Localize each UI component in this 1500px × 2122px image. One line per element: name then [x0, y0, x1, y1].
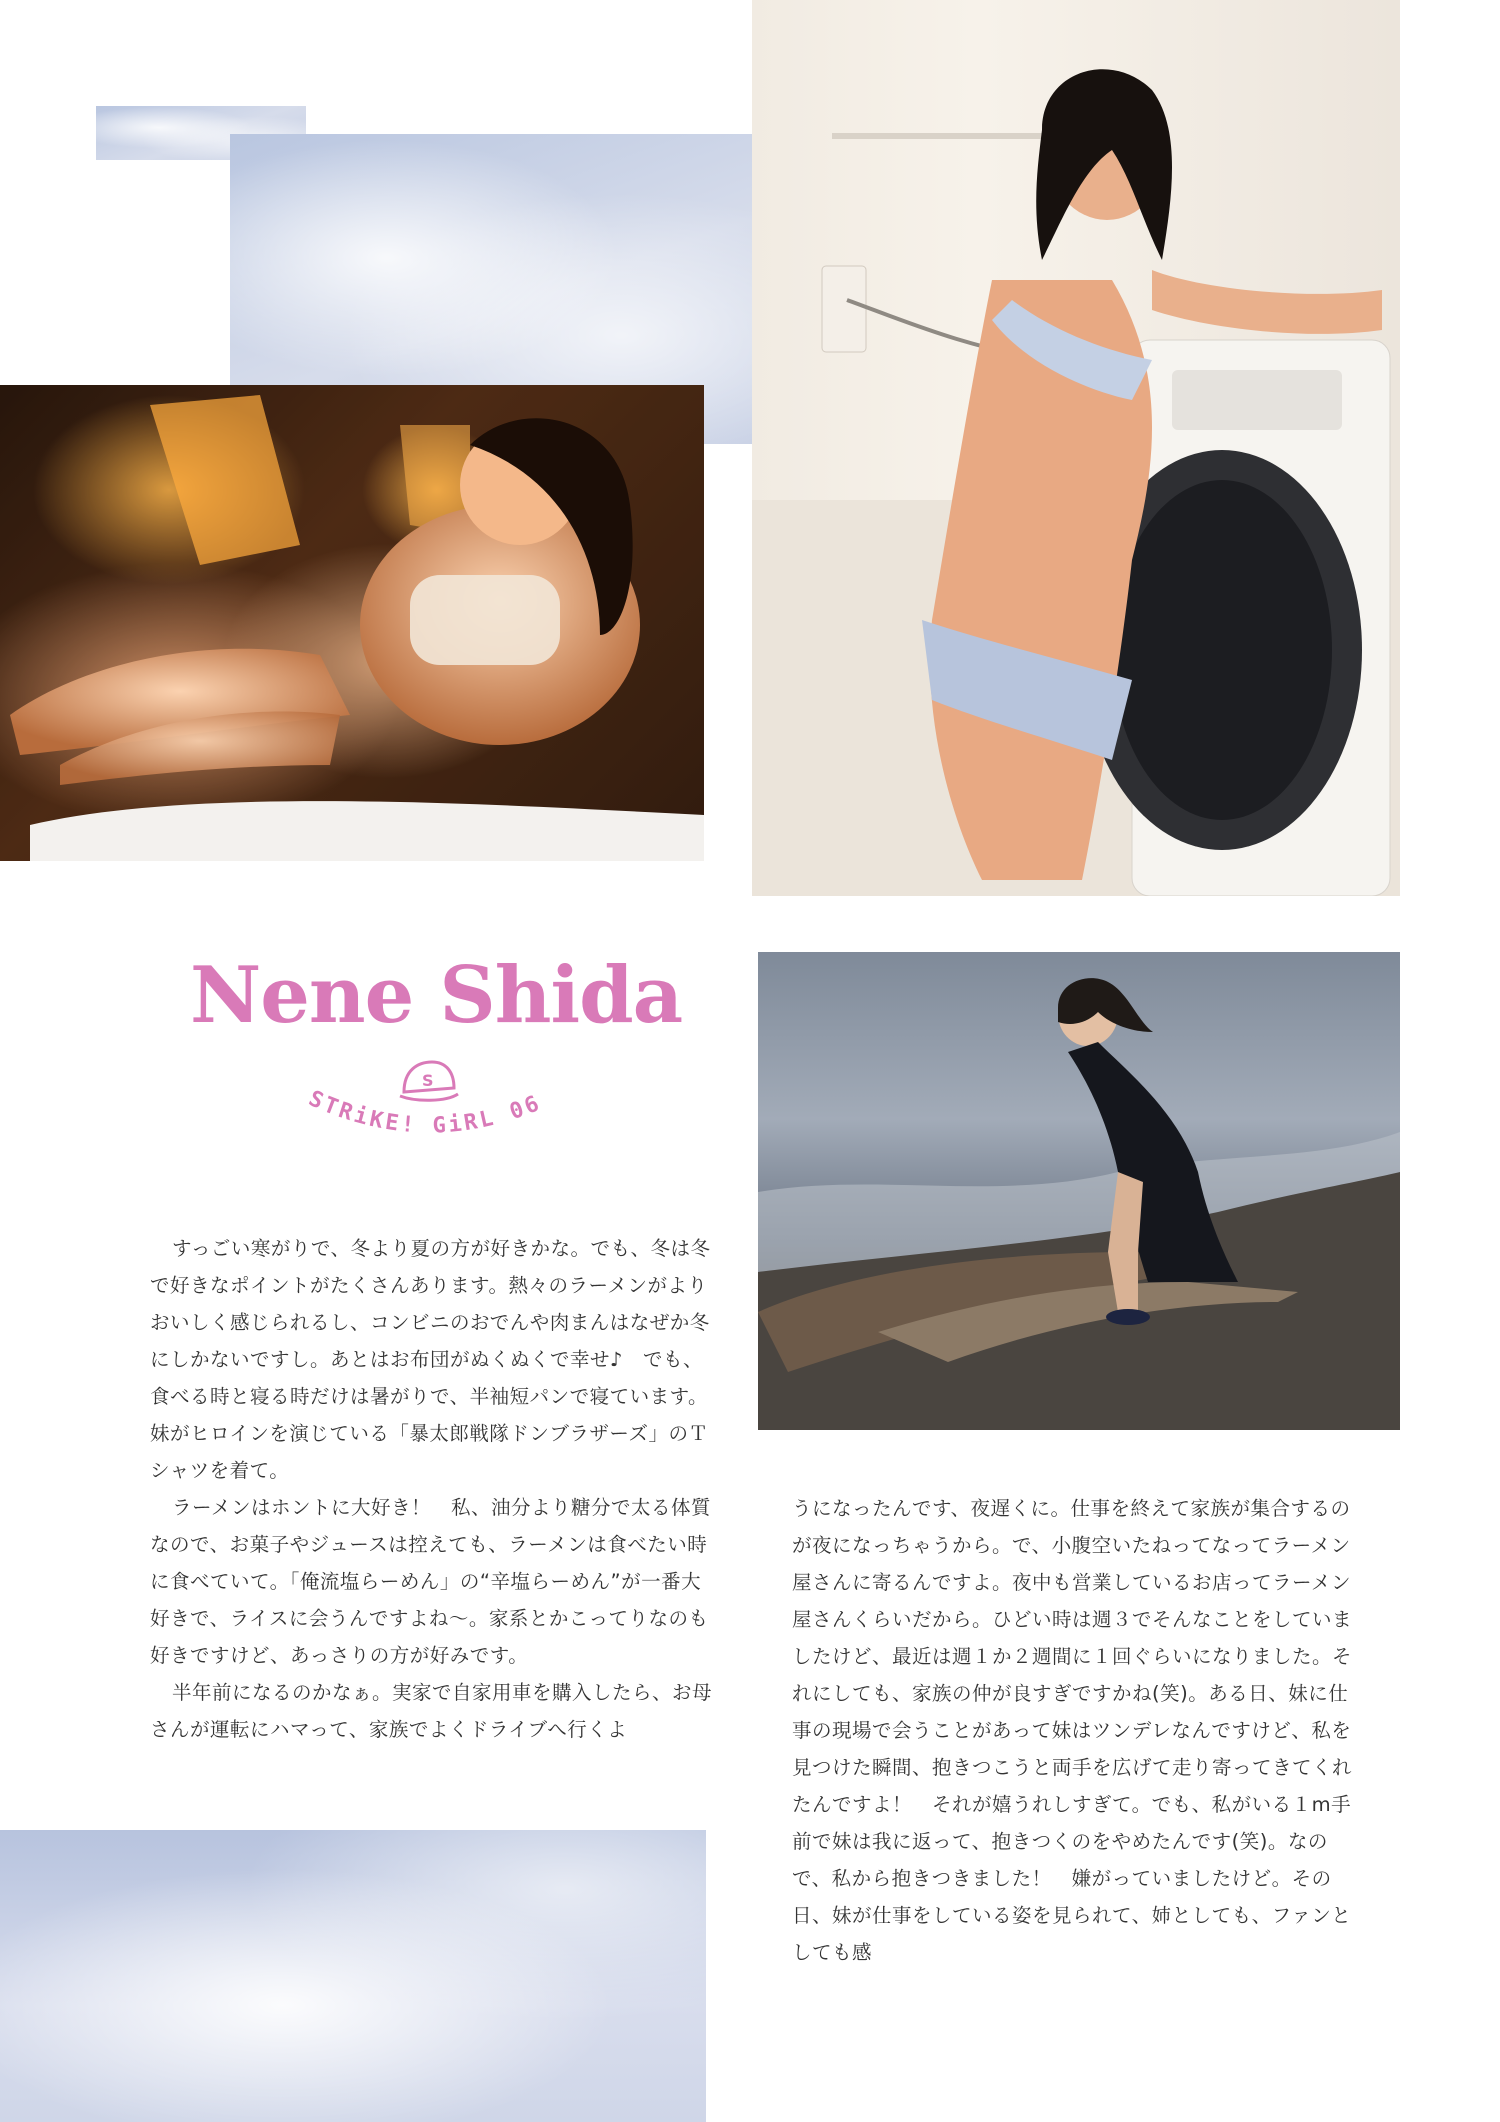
warm-room-figure — [0, 385, 704, 861]
series-label: STRiKE! GiRL 06 — [304, 1086, 546, 1139]
article-left-column — [150, 1230, 718, 1748]
article-paragraph-3: 半年前になるのかなぁ。実家で自家用車を購入したら、お母さんが運転にハマって、家族でよくドライブへ行くよ — [150, 1681, 713, 1741]
article-paragraph-2: ラーメンはホントに大好き！ 私、油分より糖分で太る体質なので、お菓子やジュースは控えても、ラーメンは食べたい時に食べていて。「俺流塩らーめん」の“辛塩らーめん”が一番大好きで、ライスに会うんですよね～。家系とかこってりなのも好きですけど、あっさりの方が好みです。 — [150, 1496, 712, 1667]
series-label-arc — [290, 1070, 570, 1160]
beach-photo — [758, 952, 1400, 1430]
sky-background-bottom — [0, 1830, 706, 2122]
laundry-photo — [752, 0, 1400, 896]
cap-letter: S — [422, 1071, 434, 1090]
page-title: Nene Shida — [190, 950, 683, 1041]
warm-room-photo — [0, 385, 704, 861]
laundry-figure — [752, 0, 1400, 896]
article-right-column — [792, 1490, 1360, 1971]
article-paragraph-1: すっごい寒がりで、冬より夏の方が好きかな。でも、冬は冬で好きなポイントがたくさんあります。熱々のラーメンがよりおいしく感じられるし、コンビニのおでんや肉まんはなぜか冬にしかないですし。あとはお布団がぬくぬくで幸せ♪ でも、食べる時と寝る時だけは暑がりで、半袖短パンで寝ています。妹がヒロインを演じている「暴太郎戦隊ドンブラザーズ」のＴシャツを着て。 — [150, 1237, 711, 1482]
svg-text:STRiKE! GiRL 06 — [305, 1086, 546, 1138]
article-paragraph-4: うになったんです、夜遅くに。仕事を終えて家族が集合するのが夜になっちゃうから。で、小腹空いたねってなってラーメン屋さんに寄るんですよ。夜中も営業しているお店ってラーメン屋さんくらいだから。ひどい時は週３でそんなことをしていましたけど、最近は週１か２週間に１回ぐらいになりました。それにしても、家族の仲が良すぎですかね(笑)。ある日、妹に仕事の現場で会うことがあって妹はツンデレなんですけど、私を見つけた瞬間、抱きつこうと両手を広げて走り寄ってきてくれたんですよ！ それが嬉うれしすぎて。でも、私がいる１m手前で妹は我に返って、抱きつくのをやめたんです(笑)。なので、私から抱きつきました！ 嫌がっていましたけど。その日、妹が仕事をしている姿を見られて、姉としても、ファンとしても感 — [792, 1497, 1353, 1964]
beach-figure — [758, 952, 1400, 1430]
